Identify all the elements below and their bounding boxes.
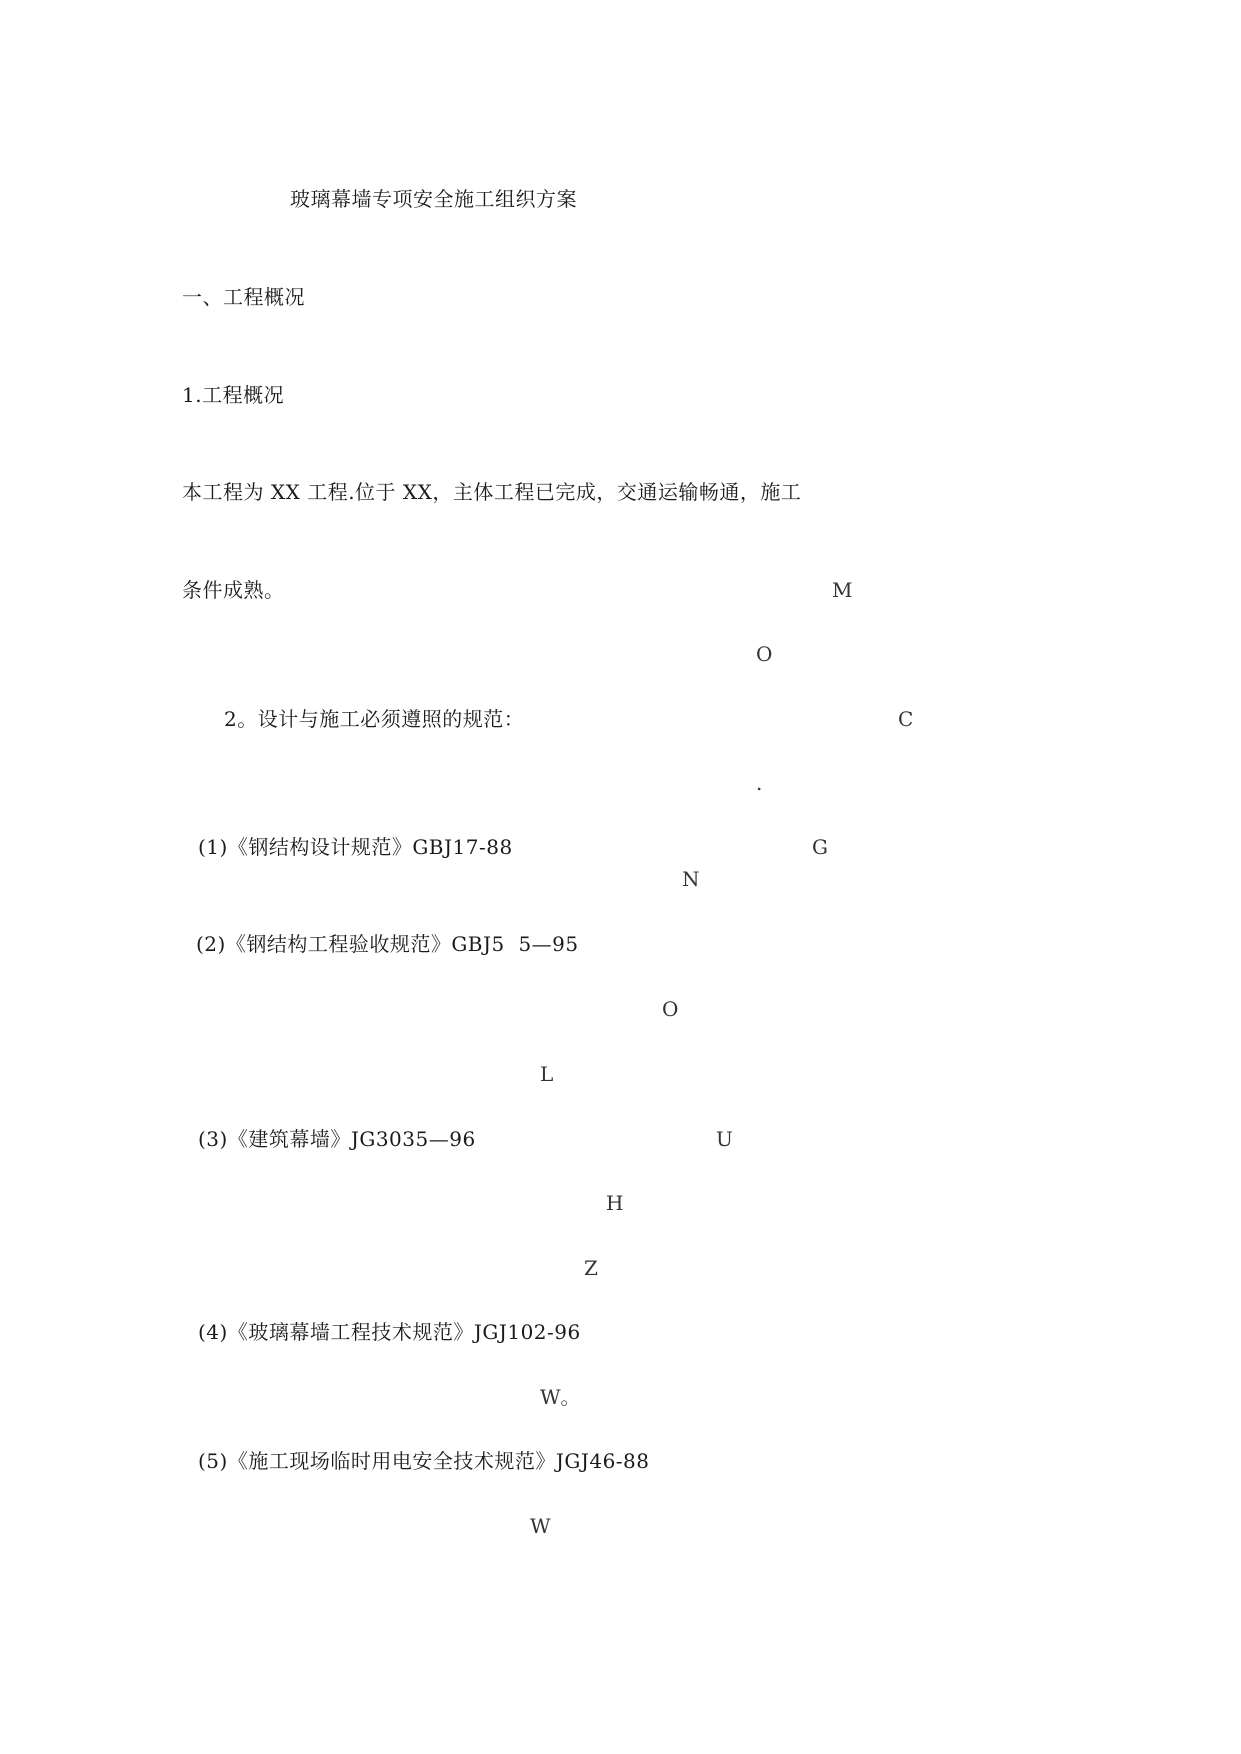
document-title: 玻璃幕墙专项安全施工组织方案 — [290, 187, 577, 211]
watermark-letter: O — [756, 642, 773, 666]
watermark-letter: W — [530, 1514, 551, 1538]
standard-item: (3)《建筑幕墙》JG3035—96 — [198, 1127, 476, 1151]
paragraph-line: 本工程为 XX 工程.位于 XX，主体工程已完成，交通运输畅通，施工 — [182, 480, 802, 504]
standard-item: (1)《钢结构设计规范》GBJ17-88 — [198, 835, 513, 859]
watermark-letter: N — [682, 867, 700, 891]
section-heading: 一、工程概况 — [182, 285, 305, 309]
watermark-letter: O — [662, 997, 679, 1021]
watermark-letter: C — [898, 707, 914, 731]
standard-item: (2)《钢结构工程验收规范》GBJ5 5—95 — [196, 932, 579, 956]
watermark-letter: L — [540, 1062, 554, 1086]
watermark-letter: Z — [584, 1256, 598, 1280]
watermark-letter: . — [756, 771, 763, 795]
watermark-letter: M — [832, 578, 853, 602]
subsection-heading: 1.工程概况 — [182, 383, 285, 407]
standard-item: (5)《施工现场临时用电安全技术规范》JGJ46-88 — [198, 1449, 650, 1473]
watermark-letter: W。 — [540, 1385, 581, 1409]
watermark-letter: G — [812, 835, 828, 859]
paragraph-line: 条件成熟。 — [182, 578, 285, 602]
watermark-letter: U — [716, 1127, 733, 1151]
subsection-heading: 2。设计与施工必须遵照的规范： — [224, 707, 525, 731]
standard-item: (4)《玻璃幕墙工程技术规范》JGJ102-96 — [198, 1320, 581, 1344]
watermark-letter: H — [606, 1191, 624, 1215]
